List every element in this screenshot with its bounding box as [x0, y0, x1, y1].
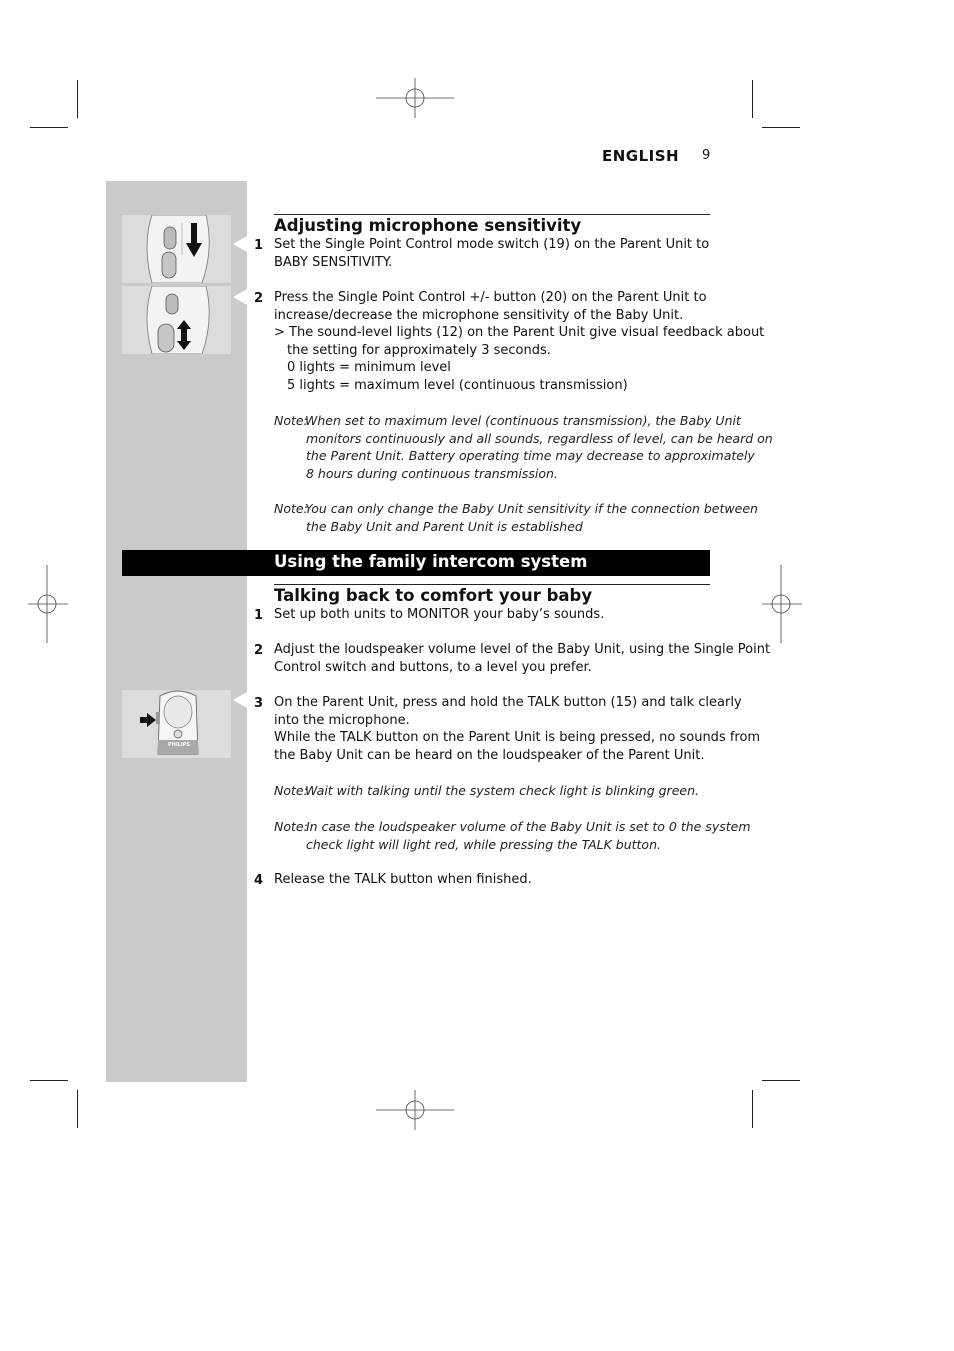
note-text: check light will light red, while pressing the TALK button.: [306, 836, 661, 852]
header-language: ENGLISH: [602, 147, 680, 165]
note-label: Note:: [274, 413, 308, 428]
crop-mark: [762, 127, 800, 128]
note-text: 8 hours during continuous transmission.: [306, 465, 558, 481]
feedback-text: > The sound-level lights (12) on the Parent Unit give visual feedback about: [274, 325, 765, 341]
crop-mark: [752, 1090, 753, 1128]
step-text: Release the TALK button when finished.: [274, 872, 532, 887]
note-label: Note:: [274, 501, 308, 516]
crop-mark: [77, 80, 78, 118]
note-text: the Baby Unit and Parent Unit is established: [306, 518, 583, 534]
step-number: 1: [254, 608, 264, 623]
illustration-parent-unit: [122, 690, 231, 758]
registration-mark-icon: [762, 565, 802, 643]
section-bar-title: Using the family intercom system: [274, 552, 588, 571]
step-number: 1: [254, 238, 264, 253]
step-text: the Baby Unit can be heard on the loudspeaker of the Parent Unit.: [274, 747, 705, 763]
section-rule: [274, 214, 710, 215]
note-text: Wait with talking until the system check light is blinking green.: [305, 783, 699, 798]
step-text: Set the Single Point Control mode switch (19) on the Parent Unit to: [274, 237, 710, 252]
pointer-triangle: [233, 236, 247, 252]
arrow-up-down-icon: [177, 320, 191, 350]
step-number: 2: [254, 643, 264, 658]
crop-mark: [30, 127, 68, 128]
step-number: 4: [254, 873, 264, 888]
step-text: While the TALK button on the Parent Unit is being pressed, no sounds from: [274, 730, 761, 746]
step-text: Adjust the loudspeaker volume level of the Baby Unit, using the Single Point: [274, 642, 771, 657]
illustration-plus-minus-button: [122, 286, 231, 354]
section-rule: [274, 584, 710, 585]
step-text: into the microphone.: [274, 712, 410, 728]
note-text: In case the loudspeaker volume of the Baby Unit is set to 0 the system: [306, 819, 751, 834]
step-text: Set up both units to MONITOR your baby’s sounds.: [274, 607, 605, 622]
device-brand-label: PHILIPS: [168, 742, 191, 748]
feedback-text: 0 lights = minimum level: [287, 360, 451, 376]
step-text: Press the Single Point Control +/- button (20) on the Parent Unit to: [274, 290, 707, 305]
note-text: When set to maximum level (continuous transmission), the Baby Unit: [305, 413, 741, 428]
note-text: the Parent Unit. Battery operating time may decrease to approximately: [306, 448, 755, 464]
pointer-triangle: [233, 289, 247, 305]
step-text: Control switch and buttons, to a level you prefer.: [274, 659, 592, 675]
arrow-right-icon: [140, 713, 156, 727]
registration-mark-icon: [376, 78, 454, 118]
arrow-down-icon: [186, 223, 202, 257]
crop-mark: [77, 1090, 78, 1128]
registration-mark-icon: [28, 565, 68, 643]
crop-mark: [30, 1080, 68, 1081]
step-text: On the Parent Unit, press and hold the TALK button (15) and talk clearly: [274, 695, 742, 710]
note-label: Note:: [274, 783, 308, 798]
illustration-mode-switch: [122, 215, 231, 283]
note-text: monitors continuously and all sounds, regardless of level, can be heard on: [306, 430, 773, 446]
section-title: Talking back to comfort your baby: [274, 586, 593, 605]
page-number: 9: [702, 148, 711, 163]
crop-mark: [762, 1080, 800, 1081]
step-text: increase/decrease the microphone sensitivity of the Baby Unit.: [274, 307, 684, 323]
feedback-text: the setting for approximately 3 seconds.: [287, 342, 551, 358]
registration-mark-icon: [376, 1090, 454, 1130]
note-label: Note:: [274, 819, 308, 834]
step-text: BABY SENSITIVITY.: [274, 254, 393, 270]
step-number: 3: [254, 696, 264, 711]
step-number: 2: [254, 291, 264, 306]
feedback-text: 5 lights = maximum level (continuous transmission): [287, 378, 628, 393]
pointer-triangle: [233, 692, 247, 708]
crop-mark: [752, 80, 753, 118]
note-text: You can only change the Baby Unit sensitivity if the connection between: [305, 501, 758, 516]
section-title: Adjusting microphone sensitivity: [274, 216, 582, 235]
